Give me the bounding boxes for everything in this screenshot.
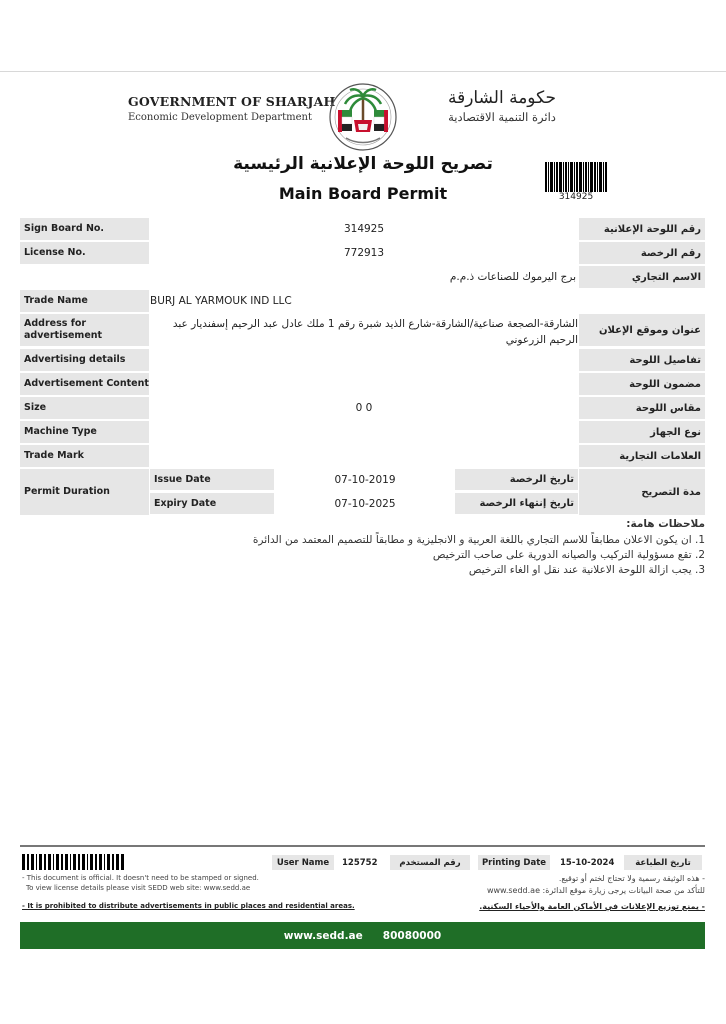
official-document-note: - This document is official. It doesn't need to be stamped or signed. bbox=[22, 874, 259, 882]
sign-board-no-value: 314925 bbox=[343, 223, 385, 235]
address-label: Address for advertisement bbox=[20, 314, 149, 346]
expiry-date-label-ar: تاريخ إنتهاء الرخصة bbox=[455, 493, 578, 514]
department-name-en: Economic Development Department bbox=[128, 112, 312, 123]
issue-date-label-ar: تاريخ الرخصة bbox=[455, 469, 578, 490]
advertisement-content-label: Advertisement Content bbox=[20, 373, 149, 395]
issue-date-value: 07-10-2019 bbox=[334, 474, 396, 486]
top-divider bbox=[0, 71, 726, 72]
footer-divider bbox=[20, 845, 705, 847]
trade-name-ar-label: الاسم التجاري bbox=[579, 266, 705, 288]
advertising-details-label: Advertising details bbox=[20, 349, 149, 371]
note-item: 2. تقع مسؤولية التركيب والصيانه الدورية على صاحب الترخيص bbox=[432, 549, 705, 561]
government-name-ar: حكومة الشارقة bbox=[447, 88, 556, 108]
website-note: To view license details please visit SEDD web site: www.sedd.ae bbox=[26, 884, 251, 892]
trade-name-ar-value: برج اليرموك للصناعات ذ.م.م bbox=[449, 271, 576, 283]
notes-title: ملاحظات هامة: bbox=[626, 518, 705, 530]
document-title-ar: تصريح اللوحة الإعلانية الرئيسية bbox=[233, 154, 493, 174]
machine-type-label-ar: نوع الجهاز bbox=[579, 421, 705, 443]
government-name-en: GOVERNMENT OF SHARJAH bbox=[128, 94, 336, 109]
permit-duration-label: Permit Duration bbox=[20, 469, 149, 515]
phone-number: 80080000 bbox=[382, 929, 442, 942]
trade-mark-label: Trade Mark bbox=[20, 445, 149, 467]
sign-board-no-label: Sign Board No. bbox=[20, 218, 149, 240]
department-name-ar: دائرة التنمية الاقتصادية bbox=[448, 110, 556, 124]
document-title-en: Main Board Permit bbox=[278, 184, 448, 203]
user-name-label-ar: رقم المستخدم bbox=[390, 855, 470, 870]
website-link[interactable]: www.sedd.ae bbox=[283, 929, 363, 942]
prohibition-note-ar: - يمنع توزيع الإعلانات في الأماكن العامة والأحياء السكنية. bbox=[479, 902, 705, 911]
footer-barcode-icon bbox=[22, 854, 124, 870]
advertisement-content-label-ar: مضمون اللوحة bbox=[579, 373, 705, 395]
official-document-note-ar: - هذه الوثيقة رسمية ولا تحتاج لختم أو توقيع. bbox=[558, 874, 705, 883]
user-name-label: User Name bbox=[272, 855, 334, 870]
note-item: 3. يجب ازالة اللوحة الاعلانية عند نقل او الغاء الترخيص bbox=[468, 564, 705, 576]
important-notes bbox=[200, 518, 705, 579]
expiry-date-label: Expiry Date bbox=[150, 493, 274, 514]
prohibition-note: - It is prohibited to distribute advertisements in public places and residential areas. bbox=[22, 902, 355, 910]
license-no-label-ar: رقم الرخصة bbox=[579, 242, 705, 264]
barcode-icon bbox=[545, 162, 607, 192]
user-name-value: 125752 bbox=[342, 857, 378, 868]
trade-name-value: BURJ AL YARMOUK IND LLC bbox=[150, 295, 292, 307]
advertising-details-label-ar: تفاصيل اللوحة bbox=[579, 349, 705, 371]
size-label: Size bbox=[20, 397, 149, 419]
trade-name-label: Trade Name bbox=[20, 290, 149, 312]
expiry-date-value: 07-10-2025 bbox=[334, 498, 396, 510]
license-no-label: License No. bbox=[20, 242, 149, 264]
address-label-ar: عنوان وموقع الإعلان bbox=[579, 314, 705, 346]
address-value: الشارقة-الصجعة صناعية/الشارقة-شارع الذيد شبرة رقم 1 ملك عادل عبد الرحيم إسفنديار عبد الرحيم الزرعوني bbox=[172, 318, 578, 346]
permit-duration-label-ar: مدة التصريح bbox=[579, 469, 705, 515]
size-label-ar: مقاس اللوحة bbox=[579, 397, 705, 419]
website-note-ar: للتأكد من صحة البيانات يرجى زيارة موقع الدائرة: www.sedd.ae bbox=[486, 886, 705, 895]
printing-date-label-ar: تاريخ الطباعة bbox=[624, 855, 702, 870]
machine-type-label: Machine Type bbox=[20, 421, 149, 443]
header-english bbox=[128, 94, 336, 123]
printing-date-value: 15-10-2024 bbox=[560, 857, 615, 868]
barcode-number: 314925 bbox=[558, 192, 594, 202]
header-arabic bbox=[404, 88, 600, 124]
sharjah-emblem-icon bbox=[324, 80, 402, 154]
sign-board-no-label-ar: رقم اللوحة الإعلانية bbox=[579, 218, 705, 240]
license-no-value: 772913 bbox=[343, 247, 385, 259]
size-value: 0 0 bbox=[355, 402, 373, 414]
trade-mark-label-ar: العلامات التجارية bbox=[579, 445, 705, 467]
note-item: 1. ان يكون الاعلان مطابقاً للاسم التجاري باللغة العربية و الانجليزية و مطابقاً للتصميم المعتمد من الدائرة bbox=[252, 534, 705, 546]
issue-date-label: Issue Date bbox=[150, 469, 274, 490]
footer-contact-bar bbox=[20, 922, 705, 949]
printing-date-label: Printing Date bbox=[478, 855, 550, 870]
